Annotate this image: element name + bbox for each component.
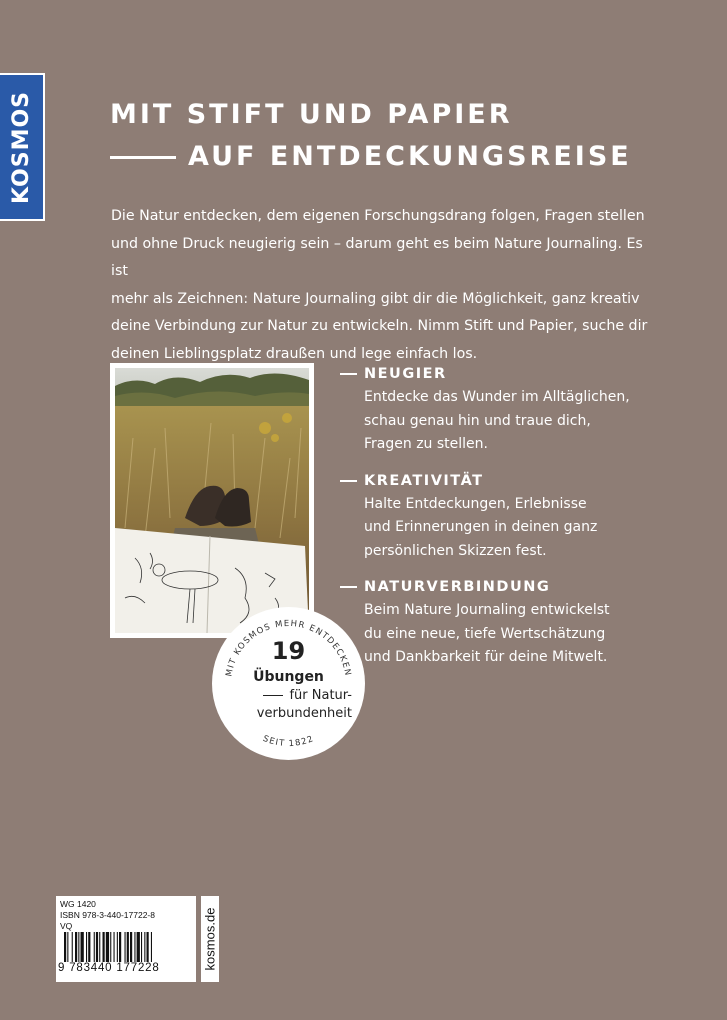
feature-heading-row [340,469,670,493]
intro-line: und ohne Druck neugierig sein – darum geht es beim Nature Journaling. Es ist [111,235,643,279]
back-cover-title [110,94,632,178]
exercises-badge [212,607,365,760]
feature-kreativitaet [340,469,670,564]
barcode-bar [64,932,66,962]
feature-list [340,362,670,682]
barcode-wg: WG 1420 [60,899,96,909]
feature-text [364,386,670,457]
feature-dash [340,373,357,375]
intro-line: mehr als Zeichnen: Nature Journaling gibt dir die Möglichkeit, ganz kreativ [111,290,640,307]
barcode-bar [114,932,115,962]
barcode-bar [117,932,118,962]
badge-ring-top-text: MIT KOSMOS MEHR ENTDECKEN [224,618,353,678]
barcode-isbn: ISBN 978-3-440-17722-8 [60,910,155,920]
photo-image [115,368,309,633]
barcode-bar [141,932,142,962]
feature-line: schau genau hin und traue dich, [364,412,591,429]
barcode-digits: 9 783440 177228 [58,962,160,974]
barcode-bar [119,932,121,962]
intro-line: Die Natur entdecken, dem eigenen Forschungsdrang folgen, Fragen stellen [111,208,645,224]
feature-line: Entdecke das Wunder im Alltäglichen, [364,389,630,405]
feature-heading-row [340,575,670,599]
barcode-bar [67,932,68,962]
feature-line: Beim Nature Journaling entwickelst [364,602,610,618]
barcode-info [60,899,155,932]
feature-line: und Dankbarkeit für deine Mitwelt. [364,649,608,665]
badge-number: 19 [271,637,306,665]
feature-heading: KREATIVITÄT [364,472,484,489]
title-line-1: MIT STIFT UND PAPIER [110,99,513,130]
barcode-bar [81,932,84,962]
barcode-bar [137,932,140,962]
feature-line: Fragen zu stellen. [364,436,488,452]
title-line-2-row [110,136,632,178]
barcode-bar [99,932,100,962]
barcode-bar [75,932,77,962]
badge-ring-bottom-text: SEIT 1822 [261,733,316,750]
barcode-bar [130,932,132,962]
feature-line: persönlichen Skizzen fest. [364,542,547,559]
barcode-code: VQ [60,921,73,931]
website-url: kosmos.de [202,907,218,971]
barcode-bar [103,932,105,962]
nature-journal-photo [110,363,314,638]
barcode-bar [106,932,109,962]
feature-text [364,599,670,670]
badge-sub-line-2: verbundenheit [256,706,352,721]
barcode-bar [125,932,126,962]
barcode-bar [110,932,111,962]
svg-text:SEIT 1822 [261,734,315,749]
website-label [201,896,219,982]
barcode-bar [94,932,95,962]
feature-dash [340,480,357,482]
barcode-bar [144,932,145,962]
photo-illustration [115,368,309,633]
feature-text [364,493,670,564]
barcode-bar [88,932,90,962]
intro-paragraph [111,203,656,368]
feature-dash [340,586,357,588]
feature-line: du eine neue, tiefe Wertschätzung [364,625,606,642]
badge-label: Übungen [253,669,324,685]
barcode-bar [147,932,149,962]
barcode-bar [72,932,73,962]
feature-neugier [340,362,670,457]
title-line-2: AUF ENTDECKUNGSREISE [188,141,632,172]
feature-heading: NEUGIER [364,366,447,382]
barcode-bar [134,932,135,962]
barcode-bar [127,932,129,962]
badge-dash [263,695,283,696]
feature-heading-row [340,362,670,386]
intro-line: deine Verbindung zur Natur zu entwickeln. Nimm Stift und Papier, suche dir [111,318,648,334]
barcode-bars [64,932,188,962]
badge-sub-row [232,687,352,705]
intro-line: deinen Lieblingsplatz draußen und lege einfach los. [111,345,478,362]
feature-line: und Erinnerungen in deinen ganz [364,519,598,535]
badge-subtext [232,687,352,723]
barcode-bar [78,932,79,962]
barcode-bar [151,932,152,962]
barcode-bar [96,932,98,962]
title-dash [110,156,176,159]
barcode-bar [86,932,87,962]
kosmos-logo [0,73,45,221]
feature-naturverbindung [340,575,670,670]
barcode-label [56,896,196,982]
badge-sub-line-1: für Natur- [289,688,352,703]
feature-line: Halte Entdeckungen, Erlebnisse [364,495,587,512]
feature-heading: NATURVERBINDUNG [364,579,551,595]
logo-text: KOSMOS [9,90,35,204]
